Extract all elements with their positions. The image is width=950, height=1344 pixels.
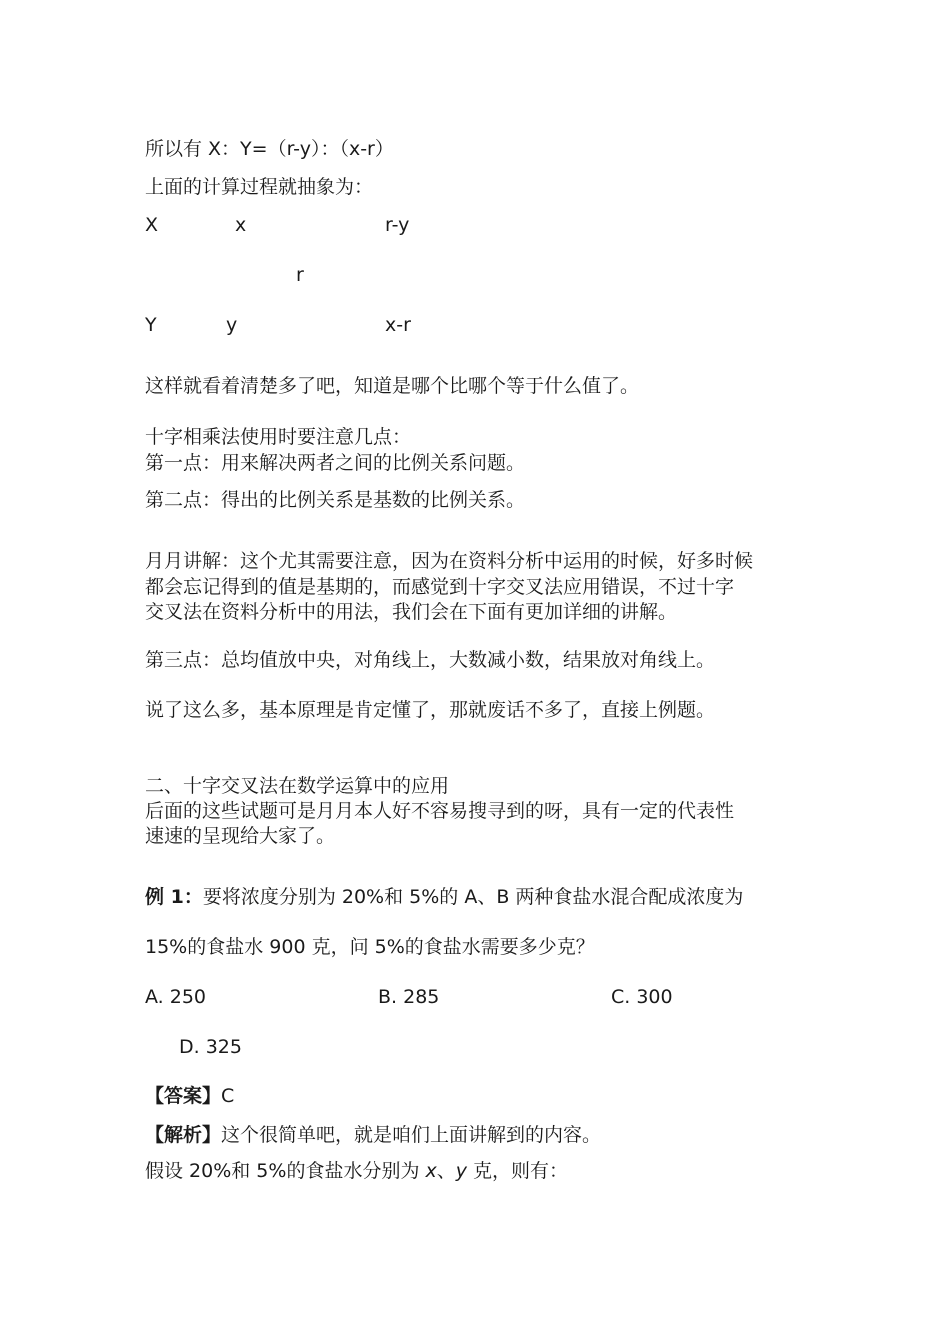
abstract-line: 上面的计算过程就抽象为： — [145, 176, 374, 198]
var-y: y — [455, 1160, 468, 1182]
diagram-r: r — [296, 264, 304, 286]
yue-explain-2: 都会忘记得到的值是基期的，而感觉到十字交叉法应用错误，不过十字 — [145, 576, 735, 598]
later-line-1: 后面的这些试题可是月月本人好不容易搜寻到的呀，具有一定的代表性 — [145, 800, 735, 822]
option-c: C. 300 — [611, 986, 673, 1008]
analysis-text: 这个很简单吧，就是咱们上面讲解到的内容。 — [221, 1124, 602, 1146]
example-question-1 — [145, 884, 743, 910]
diagram-y: y — [226, 314, 238, 336]
option-d: D. 325 — [179, 1036, 242, 1058]
diagram-x: x — [235, 214, 247, 236]
analysis-line — [145, 1122, 601, 1148]
example-label: 例 1： — [145, 886, 203, 908]
point-three: 第三点：总均值放中央，对角线上，大数减小数，结果放对角线上。 — [145, 649, 716, 671]
assume-suffix: 克，则有： — [467, 1160, 569, 1182]
said-line: 说了这么多，基本原理是肯定懂了，那就废话不多了，直接上例题。 — [145, 699, 716, 721]
point-one: 第一点：用来解决两者之间的比例关系问题。 — [145, 452, 526, 474]
section-two-heading: 二、十字交叉法在数学运算中的应用 — [145, 775, 450, 797]
ratio-line: 所以有 X：Y=（r-y）：（x-r） — [145, 138, 394, 160]
assume-prefix: 假设 20%和 5%的食盐水分别为 — [145, 1160, 426, 1182]
diagram-r-minus-y: r-y — [385, 214, 410, 236]
yue-explain-1: 月月讲解：这个尤其需要注意，因为在资料分析中运用的时候，好多时候 — [145, 550, 754, 572]
assume-line — [145, 1158, 568, 1184]
example-question-2: 15%的食盐水 900 克，问 5%的食盐水需要多少克？ — [145, 936, 595, 958]
var-x: x — [425, 1160, 437, 1182]
assume-sep: 、 — [436, 1160, 456, 1182]
answer-label: 【答案】 — [145, 1085, 222, 1107]
notes-title: 十字相乘法使用时要注意几点： — [145, 426, 412, 448]
answer-line — [145, 1083, 234, 1109]
answer-value: C — [221, 1085, 235, 1107]
point-two: 第二点：得出的比例关系是基数的比例关系。 — [145, 489, 526, 511]
later-line-2: 速速的呈现给大家了。 — [145, 825, 336, 847]
example-text-1: 要将浓度分别为 20%和 5%的 A、B 两种食盐水混合配成浓度为 — [202, 886, 744, 908]
diagram-Y: Y — [145, 314, 157, 336]
diagram-X: X — [145, 214, 159, 236]
option-a: A. 250 — [145, 986, 207, 1008]
clear-line: 这样就看着清楚多了吧，知道是哪个比哪个等于什么值了。 — [145, 375, 640, 397]
option-b: B. 285 — [378, 986, 440, 1008]
yue-explain-3: 交叉法在资料分析中的用法，我们会在下面有更加详细的讲解。 — [145, 601, 678, 623]
analysis-label: 【解析】 — [145, 1124, 222, 1146]
diagram-x-minus-r: x-r — [385, 314, 411, 336]
